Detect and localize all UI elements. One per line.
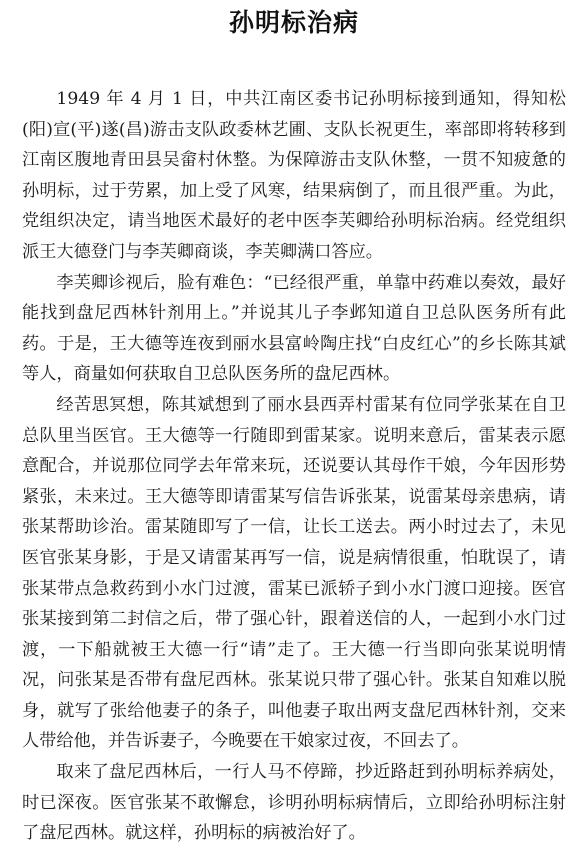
paragraph: 1949 年 4 月 1 日，中共江南区委书记孙明标接到通知，得知松(阳)宣(平)遂(昌)游击支队政委林艺圃、支队长祝更生，率部即将转移到江南区腹地青田县吴畲村休整。为保障游击支队休整，一贯不知疲惫的孙明标，过于劳累，加上受了风寒，结果病倒了，而且很严重。为此，党组织决定，请当地医术最好的老中医李芙卿给孙明标治病。经党组织派王大德登门与李芙卿商谈，李芙卿满口答应。: [22, 89, 566, 262]
article-title: 孙明标治病: [228, 8, 359, 37]
paragraph: 取来了盘尼西林后，一行人马不停蹄，抄近路赶到孙明标养病处，时已深夜。医官张某不敢懈怠，诊明孙明标病情后，立即给孙明标注射了盘尼西林。就这样，孙明标的病被治好了。: [22, 762, 566, 844]
paragraph: 李芙卿诊视后，脸有难色：“已经很严重，单靠中药难以奏效，最好能找到盘尼西林针剂用上。”并说其儿子李邺知道自卫总队医务所有此药。于是，王大德等连夜到丽水县富岭陶庄找“白皮红心”的乡长陈其斌等人，商量如何获取自卫总队医务所的盘尼西林。: [22, 272, 566, 385]
paragraph: 经苦思冥想，陈其斌想到了丽水县西弄村雷某有位同学张某在自卫总队里当医官。王大德等一行随即到雷某家。说明来意后，雷某表示愿意配合，并说那位同学去年常来玩，还说要认其母作干娘，今年因形势紧张，未来过。王大德等即请雷某写信告诉张某，说雷某母亲患病，请张某帮助诊治。雷某随即写了一信，让长工送去。两小时过去了，未见医官张某身影，于是又请雷某再写一信，说是病情很重，怕耽误了，请张某带点急救药到小水门过渡，雷某已派轿子到小水门渡口迎接。医官张某接到第二封信之后，带了强心针，跟着送信的人，一起到小水门过渡，一下船就被王大德一行“请”走了。王大德一行当即向张某说明情况，问张某是否带有盘尼西林。张某说只带了强心针。张某自知难以脱身，就写了张给他妻子的条子，叫他妻子取出两支盘尼西林针剂，交来人带给他，并告诉妻子，今晚要在干娘家过夜，不回去了。: [22, 394, 566, 752]
article-body: [22, 84, 566, 849]
